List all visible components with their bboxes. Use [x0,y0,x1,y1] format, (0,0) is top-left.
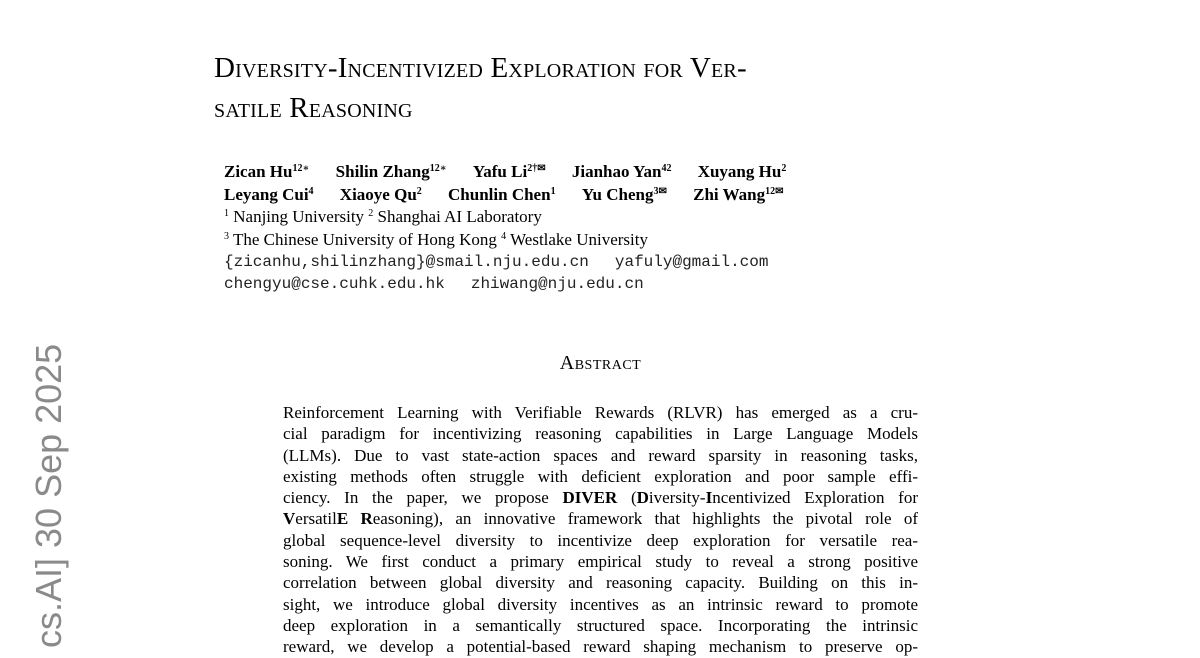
affiliation-line-2: $^3$ The Chinese University of Hong Kong $^4$ Westlake University [224,229,648,249]
author: Xiaoye Qu$^2$ [339,185,422,204]
email: yafuly@gmail.com [614,253,769,271]
arxiv-identifier-text: cs.AI] 30 Sep 2025 [28,343,69,648]
paper-title [214,48,1004,128]
email: zhiwang@nju.edu.cn [470,275,644,293]
email: {zicanhu,shilinzhang}@smail.nju.edu.cn [224,253,589,271]
abstract-line: existing methods often struggle with deficient exploration and poor sample effi- [283,466,918,486]
abstract-line: sight, we introduce global diversity incentives as an intrinsic reward to promote [283,594,918,614]
author: Leyang Cui$^4$ [224,185,314,204]
abstract-heading: Abstract [559,352,642,374]
title-line-2: satile Reasoning [214,92,413,124]
arxiv-identifier [24,334,74,648]
author-row-1 [224,160,984,183]
abstract-line: Reinforcement Learning with Verifiable Rewards (RLVR) has emerged as a cru- [283,403,918,422]
author: Yu Cheng$^{3✉}$ [581,185,667,204]
abstract-line: correlation between global diversity and reasoning capacity. Building on this in- [283,573,918,593]
author: Jianhao Yan$^{42}$ [571,162,672,181]
author: Zhi Wang$^{12✉}$ [693,185,784,204]
abstract-line: reward, we develop a potential-based reward shaping mechanism to preserve op- [283,637,918,657]
author: Shilin Zhang$^{12∗}$ [335,162,447,181]
author-row-2 [224,183,984,206]
email-line-2 [224,273,984,295]
abstract-line: soning. We first conduct a primary empirical study to reveal a strong positive [283,552,918,572]
abstract-line: ciency. In the paper, we propose DIVER (Diversity-Incentivized Exploration for [283,488,918,508]
abstract-line: deep exploration in a semantically structured space. Incorporating the intrinsic [283,615,918,635]
abstract-line: cial paradigm for incentivizing reasoning capabilities in Large Language Models [283,424,918,444]
author: Xuyang Hu$^2$ [697,162,787,181]
author-block [224,160,984,295]
abstract-body [283,402,918,658]
email: chengyu@cse.cuhk.edu.hk [224,275,445,293]
author: Zican $Hu^{12∗}$ [224,162,310,181]
abstract-line: VersatilE Reasoning), an innovative framework that highlights the pivotal role of [283,509,918,529]
author: Chunlin Chen$^1$ [448,185,556,204]
affiliation-line-1: $^1$ Nanjing University $^2$ Shanghai AI Laboratory [224,207,542,226]
author: Yafu $Li^{2\dagger✉}$ [472,162,546,181]
email-line-1 [224,251,984,273]
abstract-line: (LLMs). Due to vast state-action spaces and reward sparsity in reasoning tasks, [283,445,918,465]
abstract-line: global sequence-level diversity to incentivize deep exploration for versatile rea- [283,530,918,550]
title-line-1: Diversity-Incentivized Exploration for Ver- [214,52,747,84]
